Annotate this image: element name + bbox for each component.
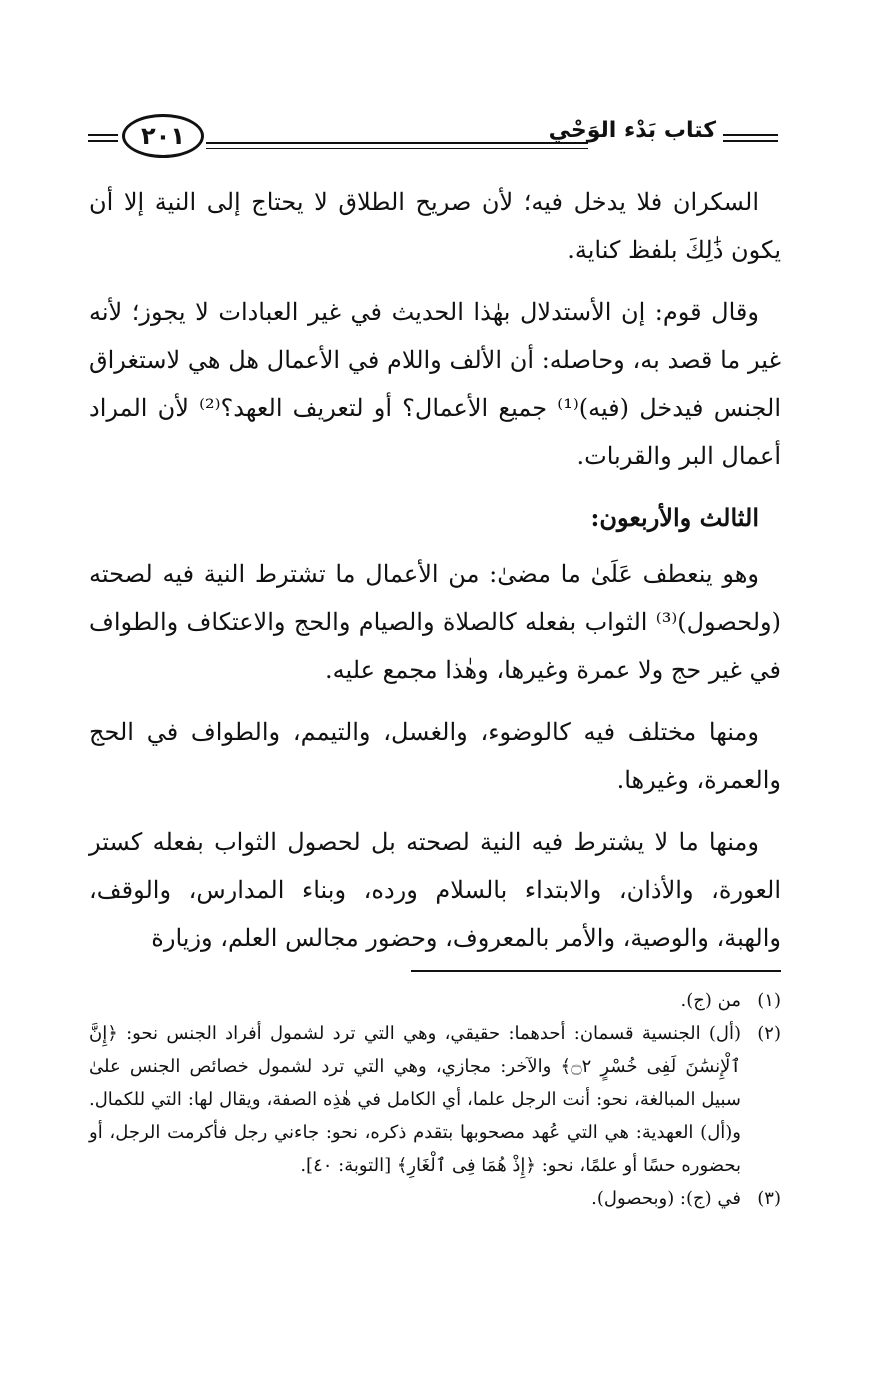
section-heading: الثالث والأربعون: [590,503,759,532]
header-rule [206,148,588,149]
paragraph: ومنها مختلف فيه كالوضوء، والغسل، والتيمم، والطواف في الحج والعمرة، وغيرها. [89,718,781,794]
footnote-separator [411,970,781,972]
paragraph: وقال قوم: إن الأستدلال بهٰذا الحديث في غير العبادات لا يجوز؛ لأنه غير ما قصد به، وحاصله: أن الألف واللام في الأعمال هل هي لاستغراق الجنس فيدخل (فيه)⁽¹⁾ جميع الأعمال؟ أو لتعريف العهد؟⁽²⁾ لأن المراد أعمال البر والقربات. [89,298,782,470]
main-text [89,178,781,976]
paragraph: وهو ينعطف عَلَىٰ ما مضىٰ: من الأعمال ما تشترط النية فيه لصحته (ولحصول)⁽³⁾ الثواب بفعله كالصلاة والصيام والحج والاعتكاف والطواف في غير حج ولا عمرة وغيرها، وهٰذا مجمع عليه. [89,560,781,684]
page-number: ٢٠١ [122,114,204,158]
header-rule [206,142,588,144]
footnote-number: (٢) [757,1023,781,1044]
header-rule [723,134,778,136]
footnote [89,1017,781,1182]
paragraph: السكران فلا يدخل فيه؛ لأن صريح الطلاق لا يحتاج إلى النية إلا أن يكون ذَٰلِكَ بلفظ كناية. [89,188,781,264]
footnote-text: من (ج). [680,990,741,1011]
footnote [89,984,781,1017]
footnote [89,1182,781,1215]
footnotes [89,984,781,1215]
footnote-number: (٣) [757,1188,781,1209]
paragraph: ومنها ما لا يشترط فيه النية لصحته بل لحصول الثواب بفعله كستر العورة، والأذان، والابتداء بالسلام ورده، وبناء المدارس، والوقف، والهبة، والوصية، والأمر بالمعروف، وحضور مجالس العلم، وزيارة [89,828,781,952]
book-title: كتاب بَدْء الوَحْي [548,118,716,143]
header-rule [88,140,118,142]
footnote-text: في (ج): (وبحصول). [591,1188,741,1209]
header-rule [723,140,778,142]
footnote-number: (١) [757,990,781,1011]
footnote-text: (أل) الجنسية قسمان: أحدهما: حقيقي، وهي التي ترد لشمول أفراد الجنس نحو: ﴿إِنَّ ٱلْإِنسَٰنَ لَفِى خُسْرٍ ۝٢﴾ والآخر: مجازي، وهي التي ترد لشمول خصائص الجنس علىٰ سبيل المبالغة، نحو: أنت الرجل علما، أي الكامل في هٰذِه الصفة، ويقال لها: التي للكمال. و(أل) العهدية: هي التي عُهد مصحوبها بتقدم ذكره، نحو: جاءني رجل فأكرمت الرجل، أو بحضوره حسًا أو علمًا، نحو: ﴿إِذْ هُمَا فِى ٱلْغَارِ﴾ [التوبة: ٤٠]. [89,1023,741,1176]
running-header [88,110,778,162]
header-rule [88,134,118,136]
